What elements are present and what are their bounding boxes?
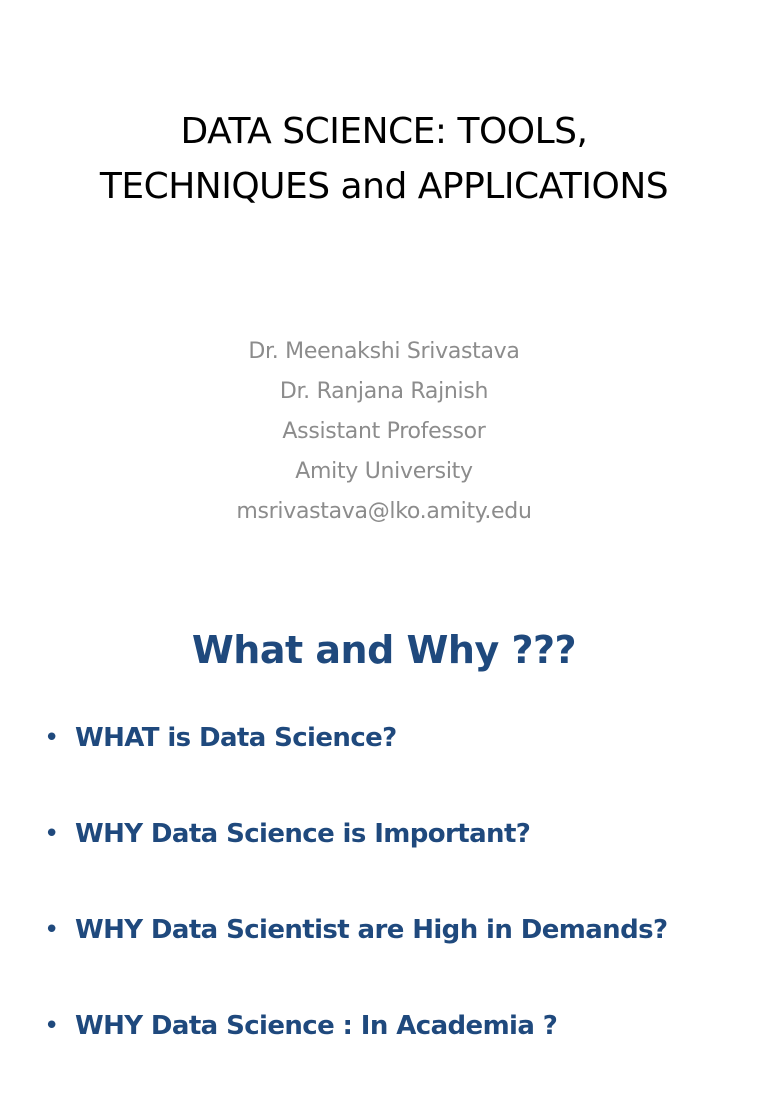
- slide-heading: What and Why ???: [191, 628, 577, 672]
- slide-title: [0, 104, 768, 214]
- bullet-item: [44, 908, 744, 1004]
- bullet-text: WHAT is Data Science?: [75, 723, 397, 753]
- bullet-text: WHY Data Scientist are High in Demands?: [75, 915, 668, 945]
- author-designation: Assistant Professor: [282, 419, 486, 444]
- slide-title-line-1: DATA SCIENCE: TOOLS,: [180, 111, 588, 152]
- bullet-icon: •: [44, 723, 60, 753]
- author-email: msrivastava@lko.amity.edu: [236, 499, 532, 524]
- bullet-icon: •: [44, 915, 60, 945]
- bullet-text: WHY Data Science : In Academia ?: [75, 1011, 558, 1041]
- author-affiliation: Amity University: [295, 459, 473, 484]
- bullet-item: [44, 1004, 744, 1100]
- bullet-text: WHY Data Science is Important?: [75, 819, 531, 849]
- author-name-2: Dr. Ranjana Rajnish: [279, 379, 489, 404]
- author-block: [0, 332, 768, 532]
- bullet-item: [44, 812, 744, 908]
- bullet-list: [44, 716, 744, 1100]
- bullet-item: [44, 716, 744, 812]
- bullet-icon: •: [44, 819, 60, 849]
- slide-title-line-2: TECHNIQUES and APPLICATIONS: [99, 166, 669, 207]
- author-name-1: Dr. Meenakshi Srivastava: [248, 339, 520, 364]
- what-and-why-slide: [0, 576, 768, 1041]
- bullet-icon: •: [44, 1011, 60, 1041]
